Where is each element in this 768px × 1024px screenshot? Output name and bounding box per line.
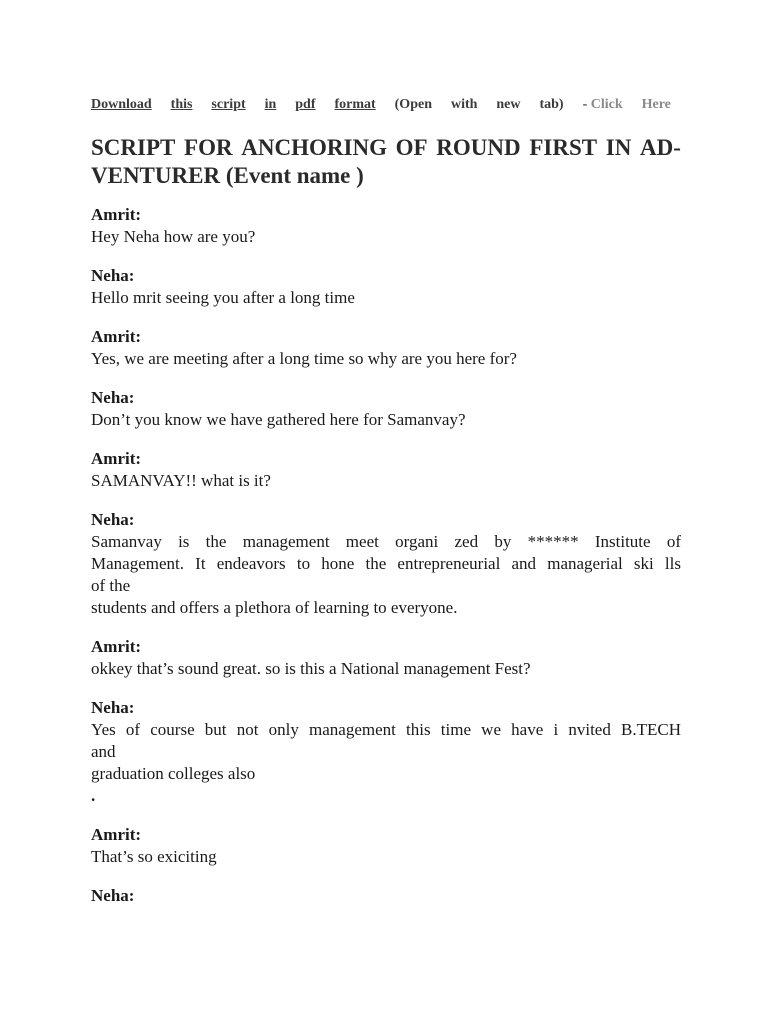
download-link-word[interactable]: in — [264, 97, 277, 112]
dialogue-line: graduation colleges also — [91, 764, 256, 783]
speaker-label: Neha: — [91, 698, 135, 717]
speaker-label: Amrit: — [91, 825, 142, 844]
title-line-2: VENTURER (Event name ) — [91, 163, 364, 188]
dialogue-block — [91, 326, 681, 370]
download-note-word: new — [496, 97, 521, 112]
title-line-1 — [91, 134, 681, 162]
dialogue-line: . — [91, 786, 96, 805]
download-note-word: (Open — [394, 97, 432, 112]
speaker-label: Neha: — [91, 886, 135, 905]
dialogue-block — [91, 697, 681, 807]
speaker-label: Neha: — [91, 510, 135, 529]
download-note-word: with — [450, 97, 478, 112]
download-link-word[interactable]: script — [211, 97, 246, 112]
speaker-label: Amrit: — [91, 327, 142, 346]
download-link-word[interactable]: pdf — [295, 97, 316, 112]
download-note-word: - — [582, 97, 588, 112]
dialogue-line: Hey Neha how are you? — [91, 227, 256, 246]
dialogue-line: of the — [91, 576, 131, 595]
dialogue-line: That’s so exiciting — [91, 847, 217, 866]
click-link[interactable]: Click — [590, 97, 623, 112]
dialogue-line: Yes of course but not only management this time we have i nvited B.TECH — [91, 720, 681, 739]
dialogue-line: Don’t you know we have gathered here for Samanvay? — [91, 410, 466, 429]
dialogue-block — [91, 265, 681, 309]
download-link-word[interactable]: Download — [91, 97, 152, 112]
title-word: ANCHORING — [241, 135, 387, 160]
download-note-word: tab) — [539, 97, 564, 112]
speaker-label: Amrit: — [91, 205, 142, 224]
download-line — [91, 97, 671, 113]
dialogue-line: okkey that’s sound great. so is this a National management Fest? — [91, 659, 531, 678]
dialogue-block — [91, 509, 681, 619]
title-word: ROUND — [436, 135, 521, 160]
here-link[interactable]: Here — [641, 97, 671, 112]
dialogue-line: Hello mrit seeing you after a long time — [91, 288, 355, 307]
speaker-label: Amrit: — [91, 449, 142, 468]
title-word: SCRIPT — [91, 135, 176, 160]
dialogue-line: Yes, we are meeting after a long time so why are you here for? — [91, 349, 517, 368]
dialogue-block — [91, 885, 681, 907]
dialogue-block — [91, 387, 681, 431]
dialogue-block — [91, 204, 681, 248]
speaker-label: Neha: — [91, 266, 135, 285]
download-link-word[interactable]: this — [170, 97, 193, 112]
dialogue-line: and — [91, 742, 116, 761]
dialogue-line: SAMANVAY!! what is it? — [91, 471, 271, 490]
dialogue-block — [91, 824, 681, 868]
dialogue-block — [91, 448, 681, 492]
dialogue-line: Samanvay is the management meet organi zed by ****** Institute of — [91, 532, 681, 551]
dialogue — [91, 204, 681, 924]
title-word: IN — [605, 135, 632, 160]
dialogue-line: students and offers a plethora of learning to everyone. — [91, 598, 458, 617]
title-word: OF — [395, 135, 428, 160]
download-link-word[interactable]: format — [334, 97, 376, 112]
speaker-label: Amrit: — [91, 637, 142, 656]
title-word: FIRST — [529, 135, 598, 160]
dialogue-block — [91, 636, 681, 680]
speaker-label: Neha: — [91, 388, 135, 407]
title-word: FOR — [184, 135, 233, 160]
script-title — [91, 134, 681, 190]
title-word: AD- — [640, 135, 681, 160]
dialogue-line: Management. It endeavors to hone the entrepreneurial and managerial ski lls — [91, 554, 681, 573]
